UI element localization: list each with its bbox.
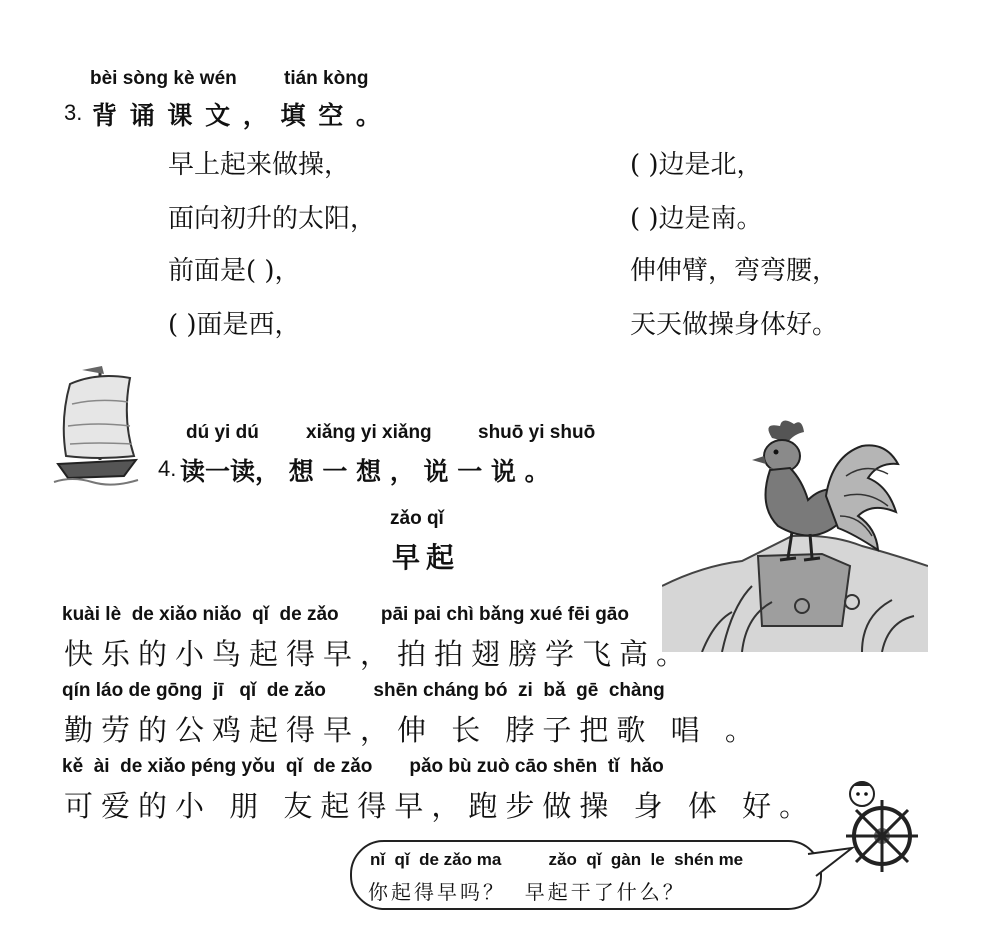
q3-right-1: ( )边是北， — [630, 150, 763, 180]
poem-title-pinyin: zǎo qǐ — [390, 508, 444, 529]
poem-title: 早起 — [392, 541, 461, 574]
q4-pinyin-a: dú yi dú — [186, 422, 259, 443]
speech-bubble — [350, 840, 822, 910]
bubble-pinyin: nǐ qǐ de zǎo ma zǎo qǐ gàn le shén me — [370, 850, 744, 869]
q3-pinyin-a: bèi sòng kè wén — [90, 68, 237, 89]
poem-line-1-pinyin: kuài lè de xiǎo niǎo qǐ de zǎo pāi pai chì bǎng xué fēi gāo — [62, 604, 629, 625]
poem-line-3-text: 可爱的小 朋 友起得早，跑步做操 身 体 好。 — [64, 789, 817, 823]
bubble-text: 你起得早吗？ 早起干了什么？ — [368, 880, 686, 904]
sailboat-illustration — [52, 364, 142, 488]
q3-right-2: ( )边是南。 — [630, 204, 763, 234]
q3-left-3: 前面是( )， — [168, 256, 301, 286]
q3-left-1: 早上起来做操， — [168, 150, 351, 180]
q3-title: 背 诵 课 文 ， 填 空 。 — [92, 101, 383, 130]
q4-title: 读一读， 想 一 想 ， 说 一 说 。 — [180, 457, 550, 486]
q3-right-3: 伸伸臂，弯弯腰， — [630, 256, 839, 286]
child-with-wheel-illustration — [840, 778, 924, 878]
q3-left-4: ( )面是西， — [168, 310, 301, 340]
q3-pinyin-b: tián kòng — [284, 68, 369, 89]
rooster-illustration — [662, 416, 928, 652]
q3-number: 3. — [64, 100, 83, 125]
q4-pinyin-c: shuō yi shuō — [478, 422, 596, 443]
poem-line-2-pinyin: qín láo de gōng jī qǐ de zǎo shēn cháng bó zi bǎ gē chàng — [62, 680, 665, 701]
q4-number: 4. — [158, 456, 177, 481]
q3-left-2: 面向初升的太阳， — [168, 204, 377, 234]
poem-line-2-text: 勤劳的公鸡起得早，伸 长 脖子把歌 唱 。 — [64, 713, 762, 747]
q3-right-4: 天天做操身体好。 — [630, 310, 839, 340]
q4-pinyin-b: xiǎng yi xiǎng — [306, 422, 432, 443]
poem-line-3-pinyin: kě ài de xiǎo péng yǒu qǐ de zǎo pǎo bù zuò cāo shēn tǐ hǎo — [62, 756, 664, 777]
poem-line-1-text: 快乐的小鸟起得早，拍拍翅膀学飞高。 — [64, 637, 694, 671]
